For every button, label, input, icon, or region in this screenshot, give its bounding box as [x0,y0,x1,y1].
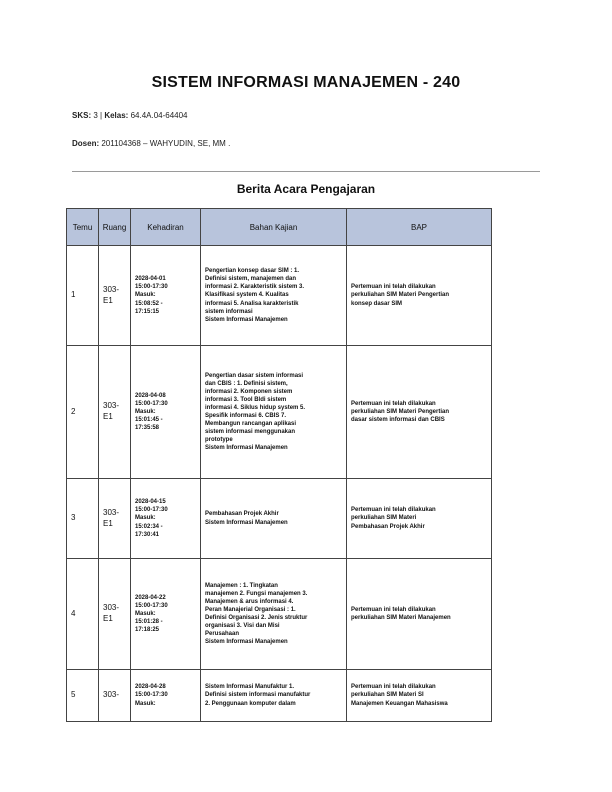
dosen-label: Dosen: [72,139,100,148]
table-header-row [67,209,492,246]
kehadiran-line: 15:02:34 - [135,523,163,530]
bahan-kajian-line: manajemen 2. Fungsi manajemen 3. [205,590,308,597]
column-header-bap: BAP [347,209,492,246]
cell-bahan-kajian [201,559,347,670]
kehadiran-line: Masuk: [135,515,156,522]
kehadiran-line: Masuk: [135,610,156,617]
cell-ruang: 303-E1 [99,559,131,670]
cell-temu: 3 [67,479,99,559]
kelas-label: Kelas: [104,111,129,120]
bahan-kajian-line: Definisi Organisasi 2. Jenis struktur [205,615,308,621]
table-row [67,479,492,559]
kehadiran-line: 15:00-17:30 [135,692,168,699]
bahan-kajian-line: sistem informasi [205,308,253,315]
kehadiran-line: 15:08:52 - [135,300,163,307]
cell-bap [347,559,492,670]
bap-line: Pertemuan ini telah dilakukan [351,606,436,613]
cell-temu: 4 [67,559,99,670]
kehadiran-line: 17:18:25 [135,627,160,634]
bahan-kajian-line: Definisi sistem informasi manufaktur [205,692,311,699]
kehadiran-line: 15:00-17:30 [135,284,168,291]
cell-kehadiran [131,670,201,722]
table-row [67,246,492,346]
cell-bap [347,346,492,479]
bahan-kajian-line: Sistem Informasi Manajemen [205,316,288,323]
cell-kehadiran [131,346,201,479]
cell-ruang: 303- [99,670,131,722]
bahan-kajian-line: informasi 2. Komponen sistem [205,388,293,395]
table-row [67,670,492,722]
bahan-kajian-line: Manajemen & arus informasi 4. [205,598,294,605]
kehadiran-line: 15:00-17:30 [135,507,168,514]
cell-kehadiran [131,246,201,346]
cell-bahan-kajian [201,346,347,479]
table-row [67,559,492,670]
kehadiran-line: 17:30:41 [135,531,160,538]
cell-temu: 5 [67,670,99,722]
kehadiran-line: 2028-04-15 [135,499,166,506]
kehadiran-line: 2028-04-08 [135,392,166,399]
bap-line: Manajemen Keuangan Mahasiswa [351,700,448,707]
bahan-kajian-line: Sistem Informasi Manajemen [205,639,288,646]
cell-ruang: 303-E1 [99,479,131,559]
kehadiran-line: 2028-04-28 [135,684,166,691]
bahan-kajian-line: Sistem Informasi Manajemen [205,519,288,526]
bahan-kajian-line: Perusahaan [205,631,240,638]
kehadiran-line: Masuk: [135,292,156,299]
bahan-kajian-line: informasi 3. Tool Bldi sistem [205,396,287,403]
cell-bap [347,479,492,559]
bahan-kajian-line: Manajemen : 1. Tingkatan [205,582,278,589]
bap-line: perkuliahan SIM Materi SI [351,692,424,699]
cell-kehadiran [131,479,201,559]
kehadiran-line: 2028-04-22 [135,594,166,601]
bahan-kajian-line: informasi 4. Siklus hidup system 5. [205,404,306,411]
kehadiran-line: 15:00-17:30 [135,602,168,609]
dosen-value: 201104368 – WAHYUDIN, SE, MM . [99,139,231,148]
bap-line: perkuliahan SIM Materi Manajemen [351,615,451,621]
column-header-kehadiran: Kehadiran [131,209,201,246]
bap-line: Pertemuan ini telah dilakukan [351,684,436,691]
bap-line: perkuliahan SIM Materi [351,515,417,522]
bahan-kajian-line: Membangun rancangan aplikasi [205,421,297,428]
cell-ruang: 303-E1 [99,346,131,479]
column-header-temu: Temu [67,209,99,246]
bahan-kajian-line: Pengertian konsep dasar SIM : 1. [205,268,300,275]
divider [72,171,540,172]
kehadiran-line: Masuk: [135,700,156,707]
bap-line: konsep dasar SIM [351,300,403,307]
sks-value: 3 | [91,111,105,120]
teaching-report-table [66,208,492,722]
column-header-bahan-kajian: Bahan Kajian [201,209,347,246]
lecturer-info-line [72,139,230,148]
kehadiran-line: 2028-04-01 [135,276,166,283]
bahan-kajian-line: organisasi 3. Visi dan Misi [205,623,280,630]
kehadiran-line: 15:00-17:30 [135,400,168,407]
bahan-kajian-line: Peran Manajerial Organisasi : 1. [205,606,296,613]
cell-temu: 1 [67,246,99,346]
bap-line: perkuliahan SIM Materi Pengertian [351,292,450,299]
bap-line: Pertemuan ini telah dilakukan [351,284,436,291]
bahan-kajian-line: 2. Penggunaan komputer dalam [205,700,296,707]
bap-line: dasar sistem informasi dan CBIS [351,417,445,424]
bahan-kajian-line: Pembahasan Projek Akhir [205,511,279,518]
kehadiran-line: Masuk: [135,408,156,415]
bahan-kajian-line: Pengertian dasar sistem informasi [205,372,304,379]
section-title: Berita Acara Pengajaran [236,182,376,196]
cell-ruang: 303-E1 [99,246,131,346]
bahan-kajian-line: Sistem Informasi Manajemen [205,445,288,452]
cell-temu: 2 [67,346,99,479]
bap-line: Pertemuan ini telah dilakukan [351,400,436,407]
table-row [67,346,492,479]
kehadiran-line: 17:35:58 [135,425,160,432]
bahan-kajian-line: sistem informasi menggunakan [205,429,296,436]
cell-bahan-kajian [201,670,347,722]
bap-line: Pembahasan Projek Akhir [351,523,425,530]
column-header-ruang: Ruang [99,209,131,246]
kehadiran-line: 15:01:28 - [135,619,163,626]
cell-bahan-kajian [201,246,347,346]
bap-line: perkuliahan SIM Materi Pengertian [351,408,450,415]
bahan-kajian-line: Klasifikasi system 4. Kualitas [205,292,289,299]
cell-bap [347,670,492,722]
bahan-kajian-line: prototype [205,437,233,444]
bahan-kajian-line: Sistem Informasi Manufaktur 1. [205,684,295,691]
sks-label: SKS: [72,111,92,120]
kehadiran-line: 15:01:45 - [135,417,163,424]
kehadiran-line: 17:15:15 [135,308,160,315]
cell-bahan-kajian [201,479,347,559]
bahan-kajian-line: informasi 5. Analisa karakteristik [205,300,299,307]
cell-kehadiran [131,559,201,670]
kelas-value: 64.4A.04-64404 [128,111,188,120]
cell-bap [347,246,492,346]
course-info-line [72,111,188,120]
bap-line: Pertemuan ini telah dilakukan [351,507,436,514]
page-title: SISTEM INFORMASI MANAJEMEN - 240 [151,74,461,91]
bahan-kajian-line: Definisi sistem, manajemen dan [205,276,297,283]
bahan-kajian-line: Spesifik informasi 6. CBIS 7. [205,413,287,419]
bahan-kajian-line: informasi 2. Karakteristik sistem 3. [205,284,305,291]
bahan-kajian-line: dan CBIS : 1. Definisi sistem, [205,380,288,387]
